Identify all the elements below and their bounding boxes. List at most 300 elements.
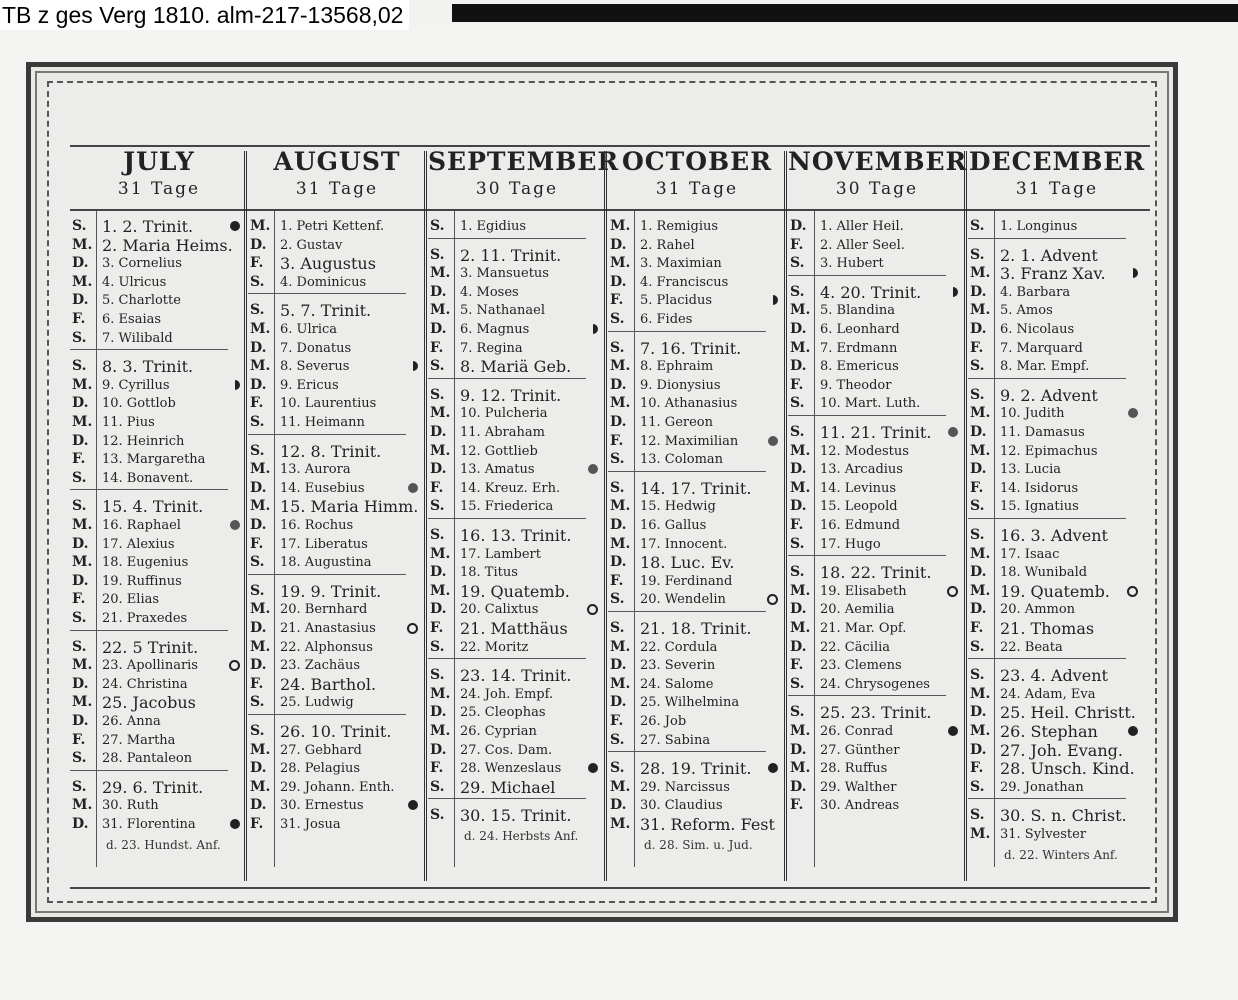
- day-row: [248, 357, 426, 376]
- day-row: [428, 778, 606, 797]
- day-entry: 23. 4. Advent: [1000, 666, 1108, 686]
- moon-phase-new-icon: [948, 726, 958, 736]
- day-entry: 1. Petri Kettenf.: [280, 219, 385, 234]
- week-separator: [608, 331, 766, 332]
- week-separator: [248, 714, 406, 715]
- weekday-abbrev: M.: [72, 797, 93, 814]
- day-entry: 21. 18. Trinit.: [640, 619, 752, 638]
- day-entry: 5. Amos: [1000, 303, 1053, 319]
- weekday-abbrev: M.: [72, 554, 93, 571]
- day-row: [788, 254, 966, 273]
- weekday-abbrev: S.: [250, 442, 265, 459]
- day-row: [788, 516, 966, 535]
- day-entry: 29. Johann. Enth.: [280, 779, 395, 795]
- day-entry: 10. Mart. Luth.: [820, 396, 921, 412]
- day-row: [428, 545, 606, 564]
- day-entry: 13. Aurora: [280, 462, 351, 478]
- moon-phase-last-icon: [1127, 586, 1138, 597]
- day-row: [788, 460, 966, 479]
- day-entry: 18. 22. Trinit.: [820, 563, 932, 583]
- day-entry: 6. Ulrica: [280, 322, 338, 337]
- week-separator: [70, 770, 228, 771]
- day-entry: 12. Modestus: [820, 443, 909, 459]
- day-entry: 4. Franciscus: [640, 274, 729, 290]
- day-entry: 3. Maximian: [640, 256, 722, 272]
- day-row: [608, 796, 786, 815]
- day-row: [968, 825, 1146, 844]
- day-entry: 2. Aller Seel.: [820, 237, 905, 253]
- month-footnote: d. 24. Herbsts Anf.: [464, 829, 579, 843]
- weekday-abbrev: S.: [610, 591, 625, 608]
- day-row: [788, 759, 966, 778]
- weekday-abbrev: S.: [72, 218, 87, 234]
- weekday-abbrev: S.: [430, 638, 445, 655]
- weekday-abbrev: M.: [610, 638, 631, 655]
- day-entry: 29. Jonathan: [1000, 779, 1084, 795]
- weekday-abbrev: M.: [790, 723, 811, 739]
- day-row: [608, 497, 786, 516]
- weekday-abbrev: S.: [430, 358, 445, 375]
- weekday-abbrev: D.: [430, 564, 447, 581]
- image-identifier: TB z ges Verg 1810. alm-217-13568,02: [0, 0, 409, 30]
- day-row: [248, 339, 426, 358]
- day-row: [70, 310, 248, 329]
- calendar-table: [70, 145, 1150, 905]
- weekday-abbrev: M.: [430, 582, 451, 599]
- weekday-abbrev: S.: [610, 731, 625, 748]
- day-entry: 6. Esaias: [102, 312, 162, 327]
- weekday-abbrev: F.: [790, 657, 804, 674]
- weekday-abbrev: D.: [610, 554, 627, 571]
- weekday-abbrev: S.: [250, 554, 265, 571]
- day-entry: 21. Matthäus: [460, 619, 568, 638]
- moon-phase-full-icon: [588, 464, 598, 474]
- day-row: [788, 376, 966, 395]
- day-entry: 15. 4. Trinit.: [102, 497, 204, 517]
- day-entry: 5. Nathanael: [460, 303, 545, 319]
- day-row: [428, 703, 606, 722]
- day-row: [788, 283, 966, 302]
- day-row: [968, 442, 1146, 461]
- day-entry: 5. 7. Trinit.: [280, 301, 372, 321]
- month-header: [788, 145, 966, 209]
- day-entry: 6. Fides: [640, 312, 693, 327]
- day-entry: 14. 17. Trinit.: [640, 478, 752, 498]
- weekday-abbrev: D.: [72, 432, 89, 449]
- moon-phase-last-icon: [587, 604, 598, 615]
- day-row: [608, 731, 786, 750]
- day-entry: 17. Alexius: [102, 536, 175, 552]
- weekday-abbrev: F.: [610, 292, 624, 309]
- day-row: [788, 600, 966, 619]
- day-row: [428, 404, 606, 423]
- day-row: [248, 394, 426, 413]
- weekday-abbrev: F.: [970, 760, 984, 777]
- weekday-abbrev: F.: [790, 376, 804, 393]
- day-entry: 8. Emericus: [820, 359, 899, 375]
- day-row: [428, 497, 606, 516]
- day-entry: 23. Severin: [640, 658, 716, 674]
- weekday-abbrev: S.: [790, 283, 805, 300]
- day-entry: 2. 1. Advent: [1000, 245, 1098, 265]
- day-row: [788, 582, 966, 601]
- weekday-abbrev: F.: [250, 675, 264, 692]
- day-entry: 15. Leopold: [820, 499, 898, 515]
- weekday-abbrev: F.: [610, 713, 624, 729]
- day-row: [248, 693, 426, 712]
- moon-phase-new-icon: [588, 763, 598, 773]
- weekday-abbrev: D.: [790, 778, 807, 795]
- day-row: [70, 394, 248, 413]
- weekday-abbrev: F.: [72, 311, 86, 327]
- weekday-abbrev: S.: [72, 610, 87, 626]
- weekday-abbrev: S.: [610, 311, 625, 327]
- weekday-abbrev: D.: [790, 321, 807, 337]
- day-entry: 16. Edmund: [820, 518, 901, 533]
- weekday-abbrev: M.: [970, 442, 991, 459]
- day-entry: 2. Rahel: [640, 237, 695, 253]
- weekday-abbrev: D.: [610, 517, 627, 533]
- day-entry: 8. Mar. Empf.: [1000, 359, 1090, 375]
- day-entry: 26. Cyprian: [460, 724, 537, 739]
- weekday-abbrev: M.: [250, 741, 271, 758]
- day-row: [788, 638, 966, 657]
- weekday-abbrev: F.: [430, 760, 444, 777]
- day-row: [70, 796, 248, 815]
- month-footnote: d. 22. Winters Anf.: [1004, 847, 1118, 862]
- day-row: [608, 572, 786, 591]
- weekday-abbrev: M.: [610, 778, 631, 795]
- weekday-abbrev: M.: [970, 685, 991, 702]
- day-entry: 10. Athanasius: [640, 396, 738, 412]
- month-column-november: [788, 145, 966, 889]
- day-row: [968, 497, 1146, 516]
- day-entry: 30. Ruth: [102, 798, 159, 814]
- day-entry: 28. Ruffus: [820, 761, 888, 777]
- day-entry: 29. 6. Trinit.: [102, 777, 204, 797]
- day-row: [70, 217, 248, 236]
- day-entry: 30. S. n. Christ.: [1000, 806, 1127, 826]
- day-entry: 31. Josua: [280, 817, 341, 832]
- day-entry: 10. Judith: [1000, 406, 1065, 422]
- day-entry: 16. Raphael: [102, 518, 181, 533]
- day-row: [248, 413, 426, 432]
- day-row: [428, 600, 606, 619]
- weekday-abbrev: F.: [790, 797, 804, 814]
- day-entry: 6. Magnus: [460, 322, 530, 337]
- day-row: [788, 675, 966, 694]
- day-entry: 12. Gottlieb: [460, 443, 538, 459]
- day-entry: 26. 10. Trinit.: [280, 722, 392, 741]
- day-entry: 9. 12. Trinit.: [460, 385, 562, 405]
- day-row: [248, 722, 426, 741]
- weekday-abbrev: D.: [72, 572, 89, 589]
- day-entry: 9. Theodor: [820, 377, 892, 393]
- weekday-abbrev: D.: [250, 339, 267, 356]
- week-separator: [968, 378, 1126, 379]
- day-row: [70, 638, 248, 657]
- day-row: [788, 619, 966, 638]
- day-entry: 14. Levinus: [820, 480, 897, 496]
- day-row: [608, 413, 786, 432]
- day-row: [70, 553, 248, 572]
- day-row: [70, 609, 248, 628]
- day-entry: 28. Unsch. Kind.: [1000, 759, 1135, 779]
- day-row: [968, 722, 1146, 741]
- day-row: [428, 722, 606, 741]
- day-entry: 20. Ammon: [1000, 602, 1076, 618]
- day-row: [428, 320, 606, 339]
- weekday-abbrev: D.: [430, 283, 447, 300]
- month-name: DECEMBER: [968, 147, 1146, 176]
- day-entry: 28. Pantaleon: [102, 751, 193, 767]
- day-row: [968, 806, 1146, 825]
- weekday-abbrev: D.: [72, 255, 89, 272]
- weekday-abbrev: D.: [250, 517, 267, 533]
- day-entry: 31. Florentina: [102, 817, 196, 832]
- day-entry: 27. Cos. Dam.: [460, 742, 553, 758]
- day-row: [968, 264, 1146, 283]
- month-name: SEPTEMBER: [428, 147, 620, 176]
- day-row: [248, 320, 426, 339]
- weekday-abbrev: M.: [610, 395, 631, 412]
- weekday-abbrev: S.: [970, 358, 985, 375]
- day-entry: 21. Praxedes: [102, 611, 188, 626]
- day-row: [788, 479, 966, 498]
- day-row: [968, 479, 1146, 498]
- weekday-abbrev: D.: [72, 292, 89, 309]
- weekday-abbrev: D.: [790, 741, 807, 758]
- month-name: OCTOBER: [621, 147, 773, 176]
- day-entry: 24. Joh. Empf.: [460, 686, 554, 702]
- weekday-abbrev: M.: [970, 302, 991, 319]
- weekday-abbrev: M.: [790, 620, 811, 636]
- day-entry: 30. Ernestus: [280, 798, 364, 814]
- weekday-abbrev: S.: [970, 246, 985, 263]
- weekday-abbrev: D.: [610, 694, 627, 711]
- day-entry: 13. Arcadius: [820, 462, 903, 478]
- day-row: [968, 301, 1146, 320]
- day-entry: 12. 8. Trinit.: [280, 441, 382, 461]
- day-row: [428, 460, 606, 479]
- day-row: [608, 675, 786, 694]
- weekday-abbrev: S.: [970, 778, 985, 795]
- day-row: [968, 638, 1146, 657]
- day-row: [968, 563, 1146, 582]
- weekday-abbrev: M.: [970, 265, 991, 282]
- month-column-september: [428, 145, 620, 889]
- moon-phase-full-icon: [1128, 408, 1138, 418]
- day-entry: 27. Günther: [820, 742, 900, 758]
- weekday-abbrev: F.: [72, 731, 86, 748]
- day-entry: 17. Innocent.: [640, 536, 728, 552]
- day-row: [70, 516, 248, 535]
- day-entry: 29. Narcissus: [640, 779, 730, 795]
- day-entry: 11. 21. Trinit.: [820, 423, 932, 442]
- weekday-abbrev: M.: [430, 685, 451, 702]
- day-row: [608, 310, 786, 329]
- weekday-abbrev: S.: [430, 527, 445, 543]
- month-day-count: 31 Tage: [1015, 179, 1099, 199]
- day-row: [428, 741, 606, 760]
- month-divider: [424, 151, 427, 881]
- moon-phase-full-icon: [408, 483, 418, 493]
- day-entry: 15. Maria Himm.: [280, 497, 419, 517]
- month-day-count: 31 Tage: [117, 179, 201, 199]
- day-row: [70, 450, 248, 469]
- month-name: JULY: [123, 147, 195, 176]
- day-entry: 24. Salome: [640, 676, 714, 692]
- day-entry: 5. Charlotte: [102, 293, 181, 309]
- moon-phase-full-icon: [768, 436, 778, 446]
- weekday-abbrev: M.: [430, 405, 451, 422]
- day-row: [70, 236, 248, 255]
- weekday-abbrev: M.: [790, 479, 811, 496]
- weekday-abbrev: D.: [790, 358, 807, 375]
- day-entry: 16. 13. Trinit.: [460, 526, 572, 545]
- weekday-abbrev: M.: [610, 535, 631, 552]
- month-name: NOVEMBER: [788, 147, 968, 176]
- day-row: [968, 685, 1146, 704]
- day-entry: 7. Erdmann: [820, 340, 898, 356]
- day-entry: 16. 3. Advent: [1000, 526, 1108, 545]
- day-row: [608, 516, 786, 535]
- day-row: [608, 693, 786, 712]
- day-row: [788, 497, 966, 516]
- day-row: [428, 666, 606, 685]
- weekday-abbrev: S.: [250, 273, 265, 290]
- weekday-abbrev: S.: [430, 667, 445, 684]
- day-entry: 29. Walther: [820, 779, 897, 795]
- weekday-abbrev: S.: [970, 498, 985, 515]
- weekday-abbrev: M.: [250, 218, 271, 234]
- day-entry: 24. Christina: [102, 676, 188, 692]
- day-row: [428, 301, 606, 320]
- day-row: [428, 582, 606, 601]
- day-row: [70, 749, 248, 768]
- weekday-abbrev: S.: [610, 620, 625, 636]
- weekday-abbrev: D.: [610, 414, 627, 430]
- weekday-abbrev: D.: [610, 657, 627, 674]
- week-separator: [248, 434, 406, 435]
- day-row: [70, 254, 248, 273]
- day-row: [70, 656, 248, 675]
- month-divider: [964, 151, 967, 881]
- weekday-abbrev: D.: [790, 638, 807, 655]
- weekday-abbrev: S.: [790, 535, 805, 552]
- month-header: [608, 145, 786, 209]
- day-entry: 12. Epimachus: [1000, 443, 1098, 459]
- weekday-abbrev: M.: [430, 265, 451, 282]
- weekday-abbrev: F.: [790, 236, 804, 253]
- weekday-abbrev: D.: [250, 797, 267, 814]
- weekday-abbrev: F.: [430, 339, 444, 356]
- day-row: [608, 450, 786, 469]
- moon-phase-last-icon: [947, 586, 958, 597]
- day-row: [70, 376, 248, 395]
- week-separator: [428, 238, 586, 239]
- day-row: [608, 291, 786, 310]
- day-entry: 25. Jacobus: [102, 693, 196, 713]
- moon-phase-new-icon: [768, 763, 778, 773]
- day-entry: 22. Moritz: [460, 639, 529, 655]
- weekday-abbrev: S.: [970, 807, 985, 824]
- day-entry: 18. Eugenius: [102, 555, 189, 571]
- week-separator: [608, 611, 766, 612]
- moon-phase-full-icon: [948, 427, 958, 437]
- day-entry: 31. Reform. Fest: [640, 815, 775, 834]
- weekday-abbrev: S.: [250, 302, 265, 319]
- day-entry: 22. Beata: [1000, 639, 1063, 655]
- day-entry: 30. Claudius: [640, 798, 723, 814]
- weekday-abbrev: S.: [72, 778, 87, 795]
- day-row: [428, 619, 606, 638]
- day-row: [248, 217, 426, 236]
- day-entry: 13. Coloman: [640, 452, 724, 468]
- day-entry: 20. Aemilia: [820, 602, 895, 618]
- moon-phase-new-icon: [1128, 726, 1138, 736]
- weekday-abbrev: D.: [430, 424, 447, 440]
- weekday-abbrev: S.: [250, 414, 265, 430]
- day-row: [248, 376, 426, 395]
- day-row: [70, 497, 248, 516]
- weekday-abbrev: D.: [250, 236, 267, 253]
- weekday-abbrev: S.: [610, 451, 625, 468]
- day-entry: 17. Lambert: [460, 546, 541, 562]
- month-footnote: d. 23. Hundst. Anf.: [106, 837, 221, 852]
- day-entry: 28. Pelagius: [280, 761, 361, 777]
- moon-phase-first-icon: [235, 380, 240, 390]
- day-entry: 19. Quatemb.: [460, 581, 570, 601]
- weekday-abbrev: D.: [430, 321, 447, 337]
- day-row: [428, 638, 606, 657]
- day-row: [968, 320, 1146, 339]
- weekday-abbrev: D.: [970, 424, 987, 440]
- week-separator: [968, 518, 1126, 519]
- weekday-abbrev: D.: [970, 321, 987, 337]
- day-entry: 11. Heimann: [280, 415, 365, 430]
- day-row: [248, 497, 426, 516]
- weekday-abbrev: D.: [250, 376, 267, 393]
- weekday-abbrev: D.: [250, 760, 267, 777]
- day-row: [428, 685, 606, 704]
- day-entry: 21. Mar. Opf.: [820, 621, 907, 636]
- weekday-abbrev: D.: [72, 675, 89, 692]
- weekday-abbrev: D.: [430, 704, 447, 721]
- weekday-abbrev: D.: [970, 741, 987, 758]
- weekday-abbrev: M.: [250, 638, 271, 655]
- day-row: [70, 535, 248, 554]
- month-column-october: [608, 145, 786, 889]
- day-entry: 23. 14. Trinit.: [460, 666, 572, 686]
- day-row: [70, 731, 248, 750]
- weekday-abbrev: M.: [250, 601, 271, 618]
- day-row: [248, 675, 426, 694]
- day-row: [248, 254, 426, 273]
- day-row: [248, 796, 426, 815]
- day-entry: 30. 15. Trinit.: [460, 806, 572, 826]
- weekday-abbrev: M.: [250, 461, 271, 478]
- day-entry: 6. Nicolaus: [1000, 322, 1075, 337]
- day-entry: 24. Barthol.: [280, 674, 377, 694]
- month-day-count: 30 Tage: [475, 179, 559, 199]
- day-entry: 14. Eusebius: [280, 480, 365, 496]
- day-entry: 13. Lucia: [1000, 462, 1062, 478]
- moon-phase-last-icon: [767, 594, 778, 605]
- weekday-abbrev: M.: [790, 339, 811, 356]
- day-row: [70, 329, 248, 348]
- day-row: [248, 815, 426, 834]
